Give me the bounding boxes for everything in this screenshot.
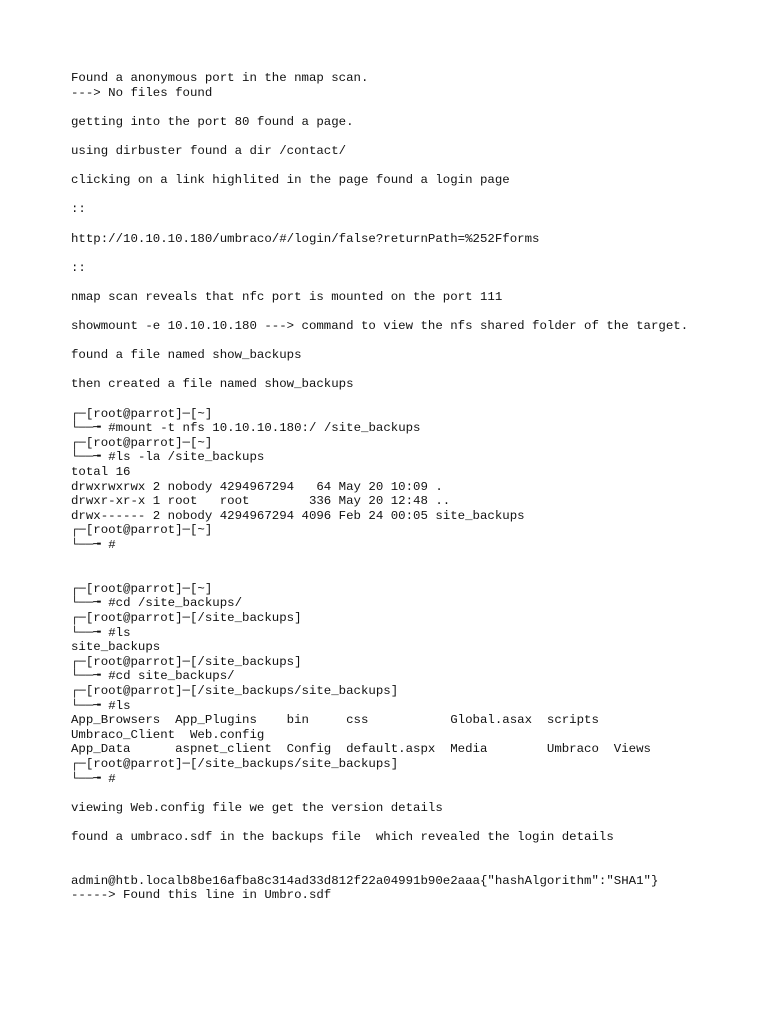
text-line: Found a anonymous port in the nmap scan.	[71, 71, 369, 85]
terminal-output: App_Data aspnet_client Config default.aspx Media Umbraco Views	[71, 742, 651, 757]
text-line: viewing Web.config file we get the version details	[71, 800, 443, 815]
credential-line: admin@htb.localb8be16afba8c314ad33d812f22a04991b90e2aaa{"hashAlgorithm":"SHA1"}	[71, 873, 659, 888]
blank-line	[71, 159, 751, 174]
blank-line	[71, 334, 751, 349]
blank-line	[71, 275, 751, 290]
terminal-output: total 16	[71, 465, 131, 480]
terminal-output: drwxr-xr-x 1 root root 336 May 20 12:48 ..	[71, 494, 451, 509]
blank-line	[71, 305, 751, 320]
terminal-prompt: ┌─[root@parrot]─[/site_backups]	[71, 610, 302, 625]
terminal-output: drwxrwxrwx 2 nobody 4294967294 64 May 20 10:09 .	[71, 479, 443, 494]
text-line: using dirbuster found a dir /contact/	[71, 143, 347, 158]
blank-line	[71, 553, 751, 582]
text-line: found a umbraco.sdf in the backups file which revealed the login details	[71, 829, 614, 844]
blank-line	[71, 392, 751, 407]
terminal-prompt: ┌─[root@parrot]─[/site_backups/site_backups]	[71, 756, 399, 771]
blank-line	[71, 786, 751, 801]
blank-line	[71, 100, 751, 115]
terminal-prompt: ┌─[root@parrot]─[~]	[71, 523, 213, 538]
url-line: http://10.10.10.180/umbraco/#/login/false?returnPath=%252Fforms	[71, 231, 540, 246]
document-body	[71, 71, 751, 903]
text-line: nmap scan reveals that nfc port is mounted on the port 111	[71, 289, 503, 304]
terminal-command: └──╼ #cd /site_backups/	[71, 596, 243, 611]
terminal-output: Umbraco_Client Web.config	[71, 727, 265, 742]
terminal-prompt: ┌─[root@parrot]─[~]	[71, 581, 213, 596]
blank-line	[71, 363, 751, 378]
terminal-output: drwx------ 2 nobody 4294967294 4096 Feb 24 00:05 site_backups	[71, 508, 525, 523]
blank-line	[71, 217, 751, 232]
separator-line: ::	[71, 202, 86, 217]
text-line: getting into the port 80 found a page.	[71, 114, 354, 129]
blank-line	[71, 129, 751, 144]
terminal-prompt: ┌─[root@parrot]─[~]	[71, 435, 213, 450]
text-line: showmount -e 10.10.10.180 ---> command to view the nfs shared folder of the target.	[71, 319, 689, 334]
terminal-command: └──╼ #	[71, 538, 116, 552]
text-line: found a file named show_backups	[71, 348, 302, 363]
terminal-output: site_backups	[71, 640, 161, 655]
terminal-command: └──╼ #	[71, 771, 116, 786]
text-line: -----> Found this line in Umbro.sdf	[71, 888, 332, 903]
terminal-prompt: ┌─[root@parrot]─[/site_backups]	[71, 654, 302, 669]
terminal-command: └──╼ #ls -la /site_backups	[71, 450, 265, 465]
terminal-command: └──╼ #ls	[71, 625, 131, 640]
terminal-command: └──╼ #cd site_backups/	[71, 669, 235, 684]
text-line: clicking on a link highlited in the page found a login page	[71, 173, 510, 188]
terminal-prompt: ┌─[root@parrot]─[~]	[71, 406, 213, 421]
terminal-command: └──╼ #ls	[71, 698, 131, 713]
text-line: ---> No files found	[71, 85, 213, 100]
blank-line	[71, 844, 751, 873]
separator-line: ::	[71, 260, 86, 275]
text-line: then created a file named show_backups	[71, 377, 354, 392]
blank-line	[71, 246, 751, 261]
terminal-output: App_Browsers App_Plugins bin css Global.asax scripts	[71, 713, 599, 728]
terminal-prompt: ┌─[root@parrot]─[/site_backups/site_backups]	[71, 683, 399, 698]
blank-line	[71, 815, 751, 830]
terminal-command: └──╼ #mount -t nfs 10.10.10.180:/ /site_backups	[71, 421, 421, 436]
blank-line	[71, 188, 751, 203]
